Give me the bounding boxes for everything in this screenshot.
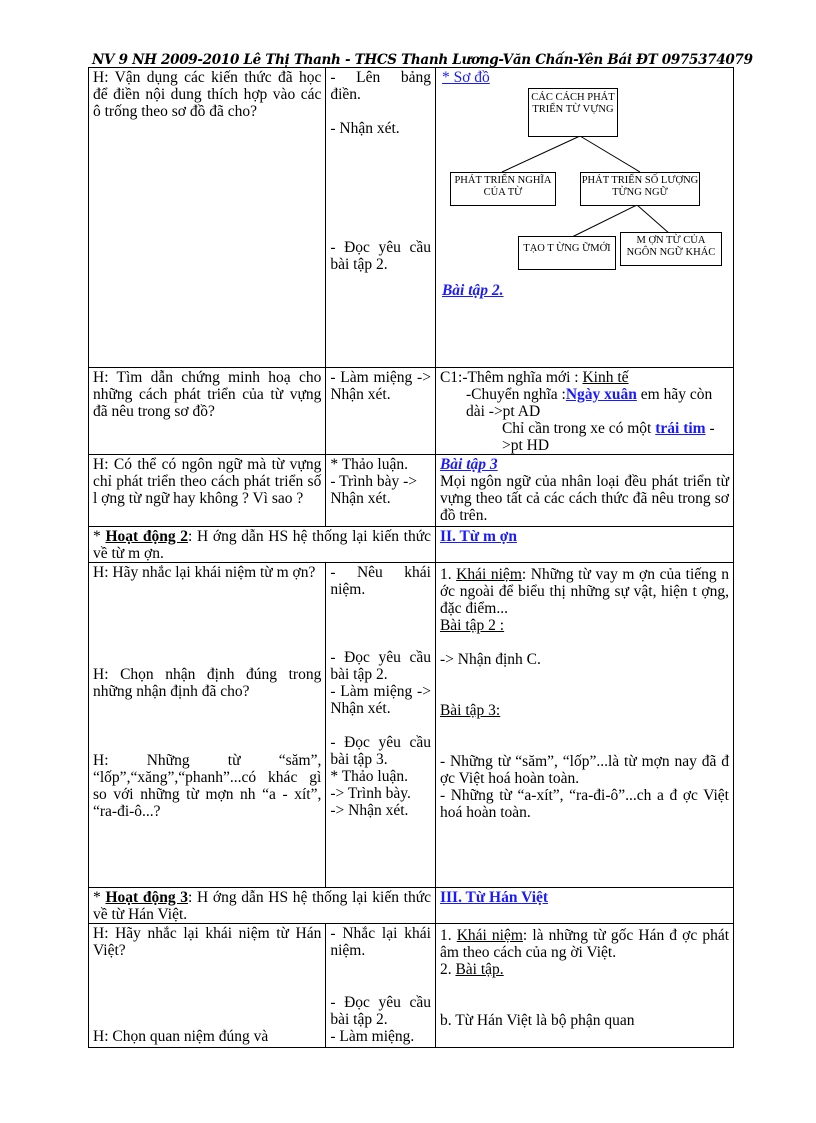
activity-text: - Làm miệng.	[330, 1028, 415, 1045]
activity-text: - Đọc yêu cầu bài tập 2.	[330, 994, 431, 1028]
content-cell	[435, 68, 733, 368]
activity-text: - Trình bày -> Nhận xét.	[330, 473, 418, 507]
question-text: H: Chọn quan niệm đúng và	[93, 1028, 269, 1045]
example-text: em hãy còn dài ->pt AD	[465, 386, 713, 420]
table-row	[89, 368, 734, 455]
table-row	[89, 888, 734, 924]
bullet: *	[93, 528, 106, 545]
section-title: II. Từ m ợn	[439, 528, 518, 545]
answer-text: Mọi ngôn ngữ của nhân loại đều phát triển từ vựng theo tất cả các cách thức đã nêu trong sơ đồ trên.	[439, 473, 729, 524]
diagram-connector	[580, 136, 640, 172]
diagram-root-box: CÁC CÁCH PHÁT TRIỂN TỪ VỰNG	[528, 88, 618, 137]
diagram-new-words-box: TẠO T ỪNG ỮMỚI	[518, 236, 616, 270]
content-cell	[435, 368, 733, 455]
exercise-title: Bài tập 2 :	[439, 617, 505, 634]
item-number: 2.	[439, 961, 456, 978]
activity-text: -> Nhận xét.	[330, 802, 409, 819]
activity-desc: : H ớng dẫn HS hệ thống lại kiến thức về từ m ợn.	[93, 528, 431, 562]
activity-text: - Đọc yêu cầu bài tập 2.	[330, 239, 431, 273]
example-label: C1:-Thêm nghĩa mới :	[439, 369, 583, 386]
activity-cell	[326, 68, 436, 368]
activity-text: -> Trình bày.	[330, 785, 411, 802]
activity-header-cell	[89, 527, 436, 563]
item-number: 1.	[439, 566, 457, 583]
example-word: trái tim	[655, 420, 706, 437]
exercise-title: Bài tập 2.	[441, 282, 504, 299]
activity-text: - Nhận xét.	[330, 120, 400, 137]
question-cell	[89, 368, 326, 455]
term-label: Khái niệm	[456, 566, 522, 583]
question-text: H: Hãy nhắc lại khái niệm từ m ợn?	[93, 564, 316, 581]
table-row	[89, 924, 734, 1048]
diagram-right-box: PHÁT TRIỂN SỐ LƯỢNG TỪNG NGỮ	[580, 172, 700, 206]
activity-title: Hoạt động 3	[105, 889, 189, 906]
diagram-left-box: PHÁT TRIỂN NGHĨA CỦA TỪ	[450, 172, 556, 206]
activity-cell	[326, 368, 436, 455]
question-text: H: Chọn nhận định đúng trong những nhận định đã cho?	[93, 666, 322, 700]
diagram-title: * Sơ đồ	[441, 69, 490, 86]
activity-cell	[326, 924, 436, 1048]
answer-text: - Những từ “săm”, “lốp”...là từ mợn nay đã đ ợc Việt hoá hoàn toàn.	[439, 753, 729, 787]
activity-text: - Nhắc lại khái niệm.	[330, 925, 431, 959]
section-title: III. Từ Hán Việt	[439, 889, 549, 906]
content-cell	[435, 924, 733, 1048]
table-row	[89, 563, 734, 888]
activity-cell	[326, 563, 436, 888]
question-text: H: Có thể có ngôn ngữ mà từ vựng chỉ phát triển theo cách phát triển số l ợng từ ngữ hay không ? Vì sao ?	[93, 456, 322, 507]
table-row	[89, 455, 734, 527]
activity-desc: : H ớng dẫn HS hệ thống lại kiến thức về từ Hán Việt.	[93, 889, 431, 923]
activity-text: - Lên bảng điền.	[330, 69, 431, 103]
activity-text: - Nêu khái niệm.	[330, 564, 431, 598]
definition-text: : là những từ gốc Hán đ ợc phát âm theo cách của ng ời Việt.	[439, 927, 730, 961]
content-cell	[435, 455, 733, 527]
item-number: 1.	[439, 927, 457, 944]
development-diagram	[442, 86, 722, 286]
diagram-connector	[502, 136, 580, 172]
activity-header-cell	[89, 888, 436, 924]
question-cell	[89, 68, 326, 368]
content-cell	[435, 563, 733, 888]
example-word: Kinh tế	[582, 369, 629, 386]
question-text: H: Những từ “săm”, “lốp”,“xăng”,“phanh”...có khác gì so với những từ mợn nh “a - xít”, “ra-đi-ô...?	[93, 752, 322, 820]
table-row	[89, 527, 734, 563]
activity-text: * Thảo luận.	[330, 456, 408, 473]
term-label: Khái niệm	[456, 927, 523, 944]
example-label: -Chuyển nghĩa :	[465, 386, 566, 403]
question-text: H: Hãy nhắc lại khái niệm từ Hán Việt?	[93, 925, 322, 959]
answer-text: - Những từ “a-xít”, “ra-đi-ô”...ch a đ ợc Việt hoá hoàn toàn.	[439, 787, 729, 821]
page-header: NV 9 NH 2009-2010 Lê Thị Thanh - THCS Thanh Lương-Văn Chấn-Yên Bái ĐT 0975374079	[92, 52, 753, 68]
definition-text: : Những từ vay m ợn của tiếng n ớc ngoài để biểu thị những sự vật, hiện t ợng, đặc điểm...	[439, 566, 729, 617]
example-word: Ngày xuân	[565, 386, 637, 403]
section-title-cell	[435, 527, 733, 563]
question-cell	[89, 455, 326, 527]
answer-text: -> Nhận định C.	[439, 651, 541, 668]
activity-cell	[326, 455, 436, 527]
activity-text: - Đọc yêu cầu bài tập 2.	[330, 649, 431, 683]
section-title-cell	[435, 888, 733, 924]
question-text: H: Tìm dẫn chứng minh hoạ cho những cách phát triển của từ vựng đã nêu trong sơ đồ?	[93, 369, 322, 420]
diagram-connector	[637, 205, 670, 234]
question-cell	[89, 563, 326, 888]
exercise-title: Bài tập 3:	[439, 702, 501, 719]
example-text: Chỉ cần trong xe có một	[501, 420, 656, 437]
question-text: H: Vận dụng các kiến thức đã học để điền nội dung thích hợp vào các ô trống theo sơ đồ đã cho?	[93, 69, 322, 120]
bullet: *	[93, 889, 106, 906]
table-row	[89, 68, 734, 368]
activity-text: - Đọc yêu cầu bài tập 3.	[330, 734, 431, 768]
exercise-title: Bài tập 3	[439, 456, 498, 473]
question-cell	[89, 924, 326, 1048]
activity-text: - Làm miệng -> Nhận xét.	[330, 683, 431, 717]
activity-title: Hoạt động 2	[105, 528, 189, 545]
lesson-table	[88, 67, 734, 1048]
exercise-title: Bài tập.	[455, 961, 504, 978]
diagram-borrow-box: M ỢN TỪ CỦA NGÔN NGỮ KHÁC	[620, 232, 722, 266]
answer-text: b. Từ Hán Việt là bộ phận quan	[439, 1012, 635, 1029]
activity-text: - Làm miệng -> Nhận xét.	[330, 369, 431, 403]
example-text: ->pt HD	[501, 420, 715, 454]
activity-text: * Thảo luận.	[330, 768, 408, 785]
